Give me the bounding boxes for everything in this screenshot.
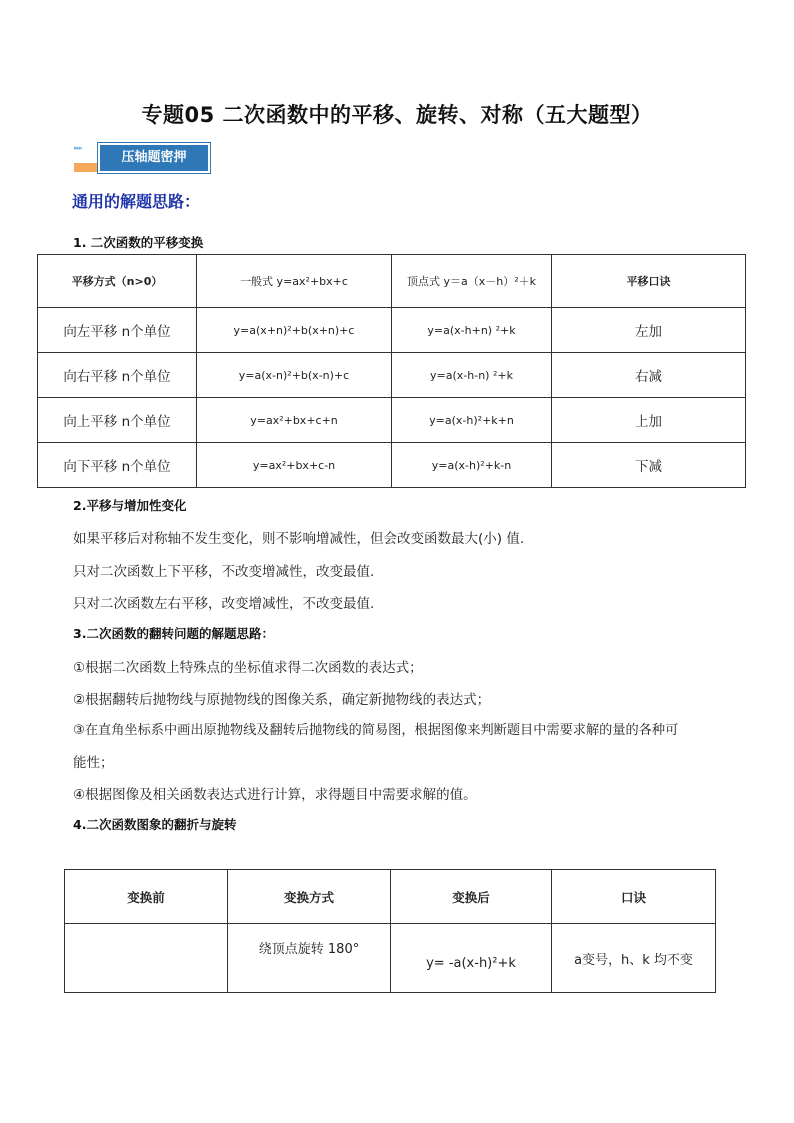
section-banner [74, 140, 208, 176]
table-cell: y=a(x-n)²+b(x-n)+c [197, 353, 392, 398]
rotation-table [64, 869, 716, 993]
table-cell: 下减 [552, 443, 746, 488]
banner-label: 压轴题密押 [98, 143, 210, 173]
page-title: 专题05 二次函数中的平移、旋转、对称（五大题型） [141, 103, 653, 127]
table-cell: y=a(x-h-n) ²+k [392, 353, 552, 398]
paragraph-line: 只对二次函数左右平移，改变增减性，不改变最值. [73, 596, 375, 612]
paragraph-line: 只对二次函数上下平移，不改变增减性，改变最值. [73, 564, 375, 580]
table-header-row [38, 255, 746, 308]
table-cell: 向左平移 n个单位 [38, 308, 197, 353]
table-cell: y=ax²+bx+c-n [197, 443, 392, 488]
paragraph-line: ③在直角坐标系中画出原抛物线及翻转后抛物线的简易图，根据图像来判断题目中需要求解的量的各种可 [73, 723, 679, 738]
table-header-cell: 顶点式 y＝a（x－h）²＋k [392, 255, 552, 308]
paragraph-line: ④根据图像及相关函数表达式进行计算，求得题目中需要求解的值。 [73, 787, 477, 803]
table-cell: 向上平移 n个单位 [38, 398, 197, 443]
table-cell: 上加 [552, 398, 746, 443]
table-header-cell: 平移方式（n>0） [38, 255, 197, 308]
table-cell: y= -a(x-h)²+k [391, 924, 552, 993]
arrow-decoration-icon: ▸▸▸ [74, 144, 82, 152]
translation-table [37, 254, 746, 488]
section-4-heading: 4.二次函数图象的翻折与旋转 [73, 817, 237, 832]
paragraph-line: 能性； [73, 755, 114, 771]
table-row [38, 443, 746, 488]
table-row [38, 353, 746, 398]
section-3-heading: 3.二次函数的翻转问题的解题思路： [73, 626, 274, 641]
table-cell: y=a(x-h+n) ²+k [392, 308, 552, 353]
paragraph-line: ①根据二次函数上特殊点的坐标值求得二次函数的表达式； [73, 660, 423, 676]
table-cell: 向下平移 n个单位 [38, 443, 197, 488]
general-approach-heading: 通用的解题思路： [72, 192, 201, 211]
table-cell: a变号，h、k 均不变 [552, 924, 716, 993]
section-2-heading: 2.平移与增加性变化 [73, 498, 187, 513]
table-cell: 绕顶点旋转 180° [228, 924, 391, 993]
table-cell: 左加 [552, 308, 746, 353]
table-cell: y=a(x-h)²+k+n [392, 398, 552, 443]
table-cell [65, 924, 228, 993]
table-header-cell: 平移口诀 [552, 255, 746, 308]
table-row [38, 308, 746, 353]
table-cell: y=a(x-h)²+k-n [392, 443, 552, 488]
paragraph-line: 如果平移后对称轴不发生变化，则不影响增减性，但会改变函数最大(小) 值. [73, 531, 525, 547]
table-cell: y=ax²+bx+c+n [197, 398, 392, 443]
paragraph-line: ②根据翻转后抛物线与原抛物线的图像关系，确定新抛物线的表达式； [73, 692, 491, 708]
table-cell: y=a(x+n)²+b(x+n)+c [197, 308, 392, 353]
table-cell: 右减 [552, 353, 746, 398]
table-cell: 向右平移 n个单位 [38, 353, 197, 398]
table-header-row [65, 870, 716, 924]
section-1-heading: 1. 二次函数的平移变换 [73, 235, 204, 250]
table-row [38, 398, 746, 443]
table-header-cell: 变换后 [391, 870, 552, 924]
table-header-cell: 一般式 y=ax²+bx+c [197, 255, 392, 308]
table-header-cell: 变换前 [65, 870, 228, 924]
table-row [65, 924, 716, 993]
table-header-cell: 变换方式 [228, 870, 391, 924]
table-header-cell: 口诀 [552, 870, 716, 924]
